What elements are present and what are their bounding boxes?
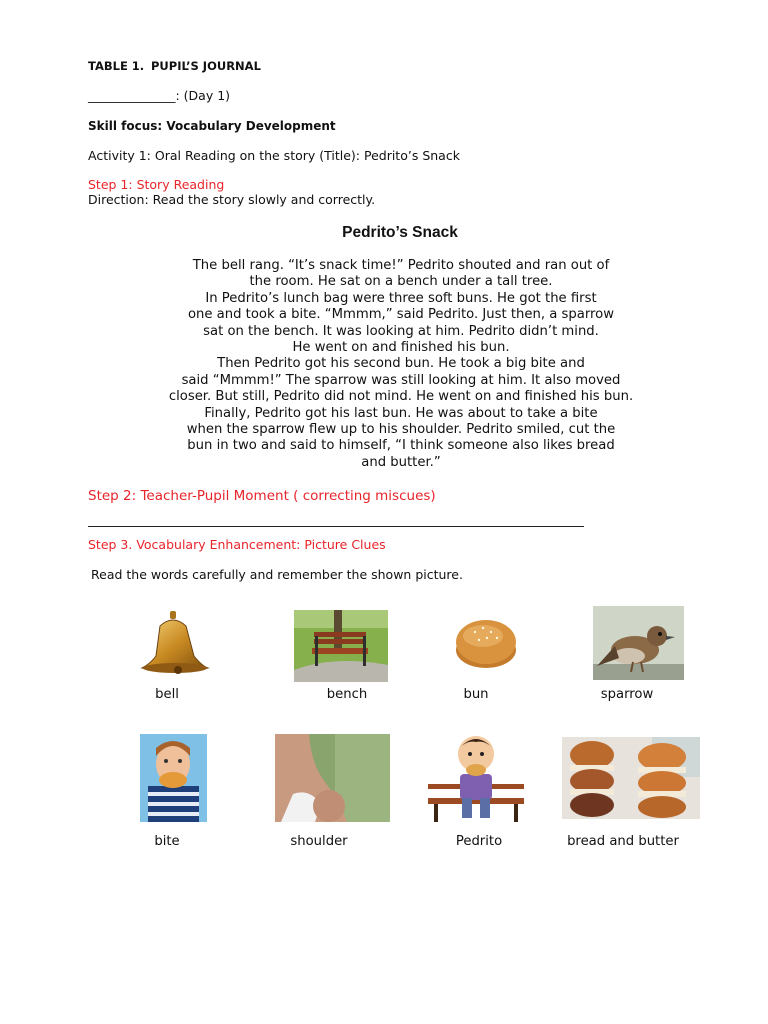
boy-biting-picture <box>140 734 207 822</box>
story-line: and butter.” <box>361 454 441 470</box>
step2-heading: Step 2: Teacher-Pupil Moment ( correcting miscues) <box>88 488 436 504</box>
step3-instruction: Read the words carefully and remember the shown picture. <box>91 567 463 582</box>
vocab-word: shoulder <box>290 834 348 849</box>
step1-heading: Step 1: Story Reading <box>88 177 225 192</box>
story-line: sat on the bench. It was looking at him. Pedrito didn’t mind. <box>203 323 599 339</box>
bench-picture <box>294 610 388 682</box>
vocab-word: bell <box>155 687 179 702</box>
activity-line: Activity 1: Oral Reading on the story (Title): Pedrito’s Snack <box>88 148 460 163</box>
bun-picture <box>453 612 519 674</box>
story-line: closer. But still, Pedrito did not mind. He went on and finished his bun. <box>168 389 634 405</box>
step1-direction: Direction: Read the story slowly and correctly. <box>88 192 376 207</box>
step3-heading: Step 3. Vocabulary Enhancement: Picture Clues <box>88 537 386 552</box>
vocab-word: bench <box>326 687 368 702</box>
story-line: Finally, Pedrito got his last bun. He was about to take a bite <box>204 405 598 421</box>
story-title: Pedrito’s Snack <box>342 224 458 241</box>
story-line: when the sparrow flew up to his shoulder. Pedrito smiled, cut the <box>186 422 616 438</box>
table-label: TABLE 1. <box>88 59 145 73</box>
story-line: bun in two and said to himself, “I think someone also likes bread <box>187 438 615 454</box>
story-line: one and took a bite. “Mmmm,” said Pedrito. Just then, a sparrow <box>187 307 615 323</box>
vocab-word: bite <box>154 834 180 849</box>
vocab-word: bread and butter <box>567 834 679 849</box>
answer-line[interactable] <box>88 526 584 527</box>
shoulder-picture <box>275 734 390 822</box>
vocab-word: Pedrito <box>455 834 503 849</box>
journal-title: PUPIL’S JOURNAL <box>151 59 261 73</box>
story-line: In Pedrito’s lunch bag were three soft buns. He got the first <box>205 290 597 306</box>
story-line: said “Mmmm!” The sparrow was still looking at him. It also moved <box>181 372 621 388</box>
sparrow-picture <box>593 606 684 680</box>
pedrito-cartoon-picture <box>424 726 528 822</box>
day-label: : (Day 1) <box>175 88 231 103</box>
story-line: Then Pedrito got his second bun. He took a big bite and <box>217 356 585 372</box>
vocab-word: bun <box>463 687 489 702</box>
story-text <box>150 258 652 471</box>
story-line: the room. He sat on a bench under a tall tree. <box>249 274 553 290</box>
day-blank: ______________ <box>88 88 176 103</box>
story-line: The bell rang. “It’s snack time!” Pedrito shouted and ran out of <box>192 258 610 273</box>
vocab-word: sparrow <box>600 687 654 702</box>
bread-and-butter-picture <box>562 737 700 819</box>
bell-picture <box>138 610 212 676</box>
day-line <box>88 88 230 103</box>
story-line: He went on and finished his bun. <box>292 340 510 356</box>
skill-focus: Skill focus: Vocabulary Development <box>88 119 336 133</box>
